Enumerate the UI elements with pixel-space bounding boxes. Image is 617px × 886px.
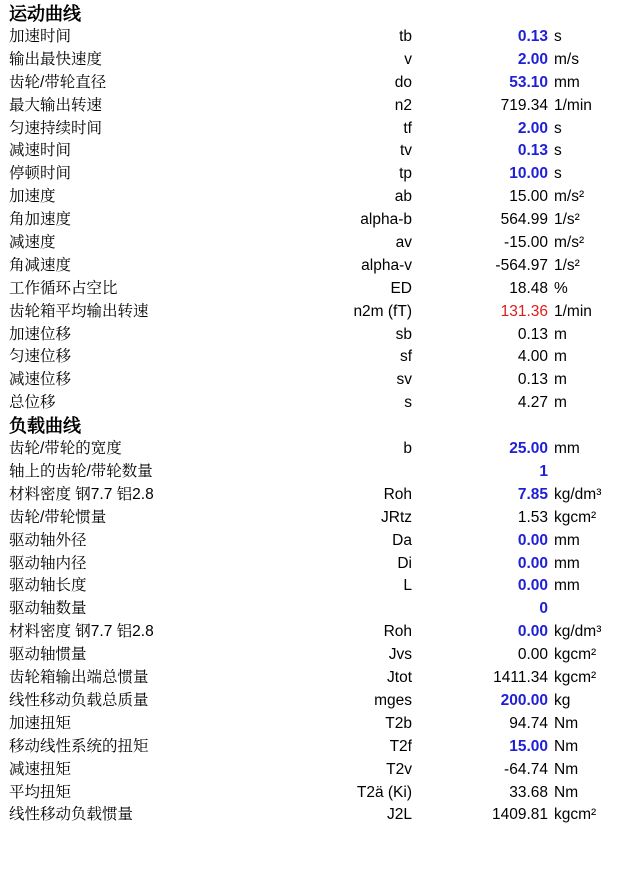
parameter-unit: kgcm² — [554, 508, 597, 526]
parameter-value: 18.48 — [509, 279, 548, 297]
parameter-label: 驱动轴内径 — [9, 554, 87, 572]
parameter-value: 0.13 — [517, 325, 548, 343]
parameter-value: 0.00 — [517, 646, 548, 664]
table-row — [0, 26, 617, 49]
parameter-value: -15.00 — [504, 234, 548, 252]
parameter-symbol: T2f — [389, 737, 412, 755]
parameter-symbol: Jtot — [387, 669, 412, 687]
parameter-symbol: alpha-v — [361, 256, 412, 274]
parameter-symbol: tf — [403, 119, 412, 137]
parameter-label: 线性移动负载惯量 — [9, 806, 134, 824]
parameter-symbol: T2ä (Ki) — [356, 783, 412, 801]
parameter-input-value[interactable]: 0.00 — [517, 623, 548, 641]
parameter-label: 匀速位移 — [9, 348, 72, 366]
parameter-input-value[interactable]: 0.00 — [517, 554, 548, 572]
parameter-label: 最大输出转速 — [9, 96, 103, 114]
parameter-unit: 1/s² — [554, 211, 580, 229]
parameter-label: 材料密度 钢7.7 铝2.8 — [9, 485, 154, 503]
table-row — [0, 530, 617, 553]
parameter-value: 15.00 — [509, 188, 548, 206]
parameter-label: 齿轮/带轮直径 — [9, 73, 107, 91]
parameter-unit: m — [554, 348, 567, 366]
table-row — [0, 644, 617, 667]
parameter-unit: 1/min — [554, 302, 592, 320]
parameter-unit: Nm — [554, 783, 579, 801]
parameter-unit: s — [554, 28, 562, 45]
parameter-input-value[interactable]: 7.85 — [517, 485, 548, 503]
parameter-input-value[interactable]: 0.00 — [517, 577, 548, 595]
parameter-symbol: tb — [399, 28, 412, 45]
parameter-unit: m — [554, 371, 567, 389]
parameter-unit: mm — [554, 577, 580, 595]
parameter-value: 4.00 — [517, 348, 548, 366]
parameter-label: 匀速持续时间 — [9, 119, 103, 137]
parameter-unit: mm — [554, 440, 580, 458]
table-row — [0, 575, 617, 598]
table-row — [0, 95, 617, 118]
load-section-title: 负载曲线 — [9, 416, 81, 437]
parameter-label: 角减速度 — [9, 256, 72, 274]
parameter-unit: mm — [554, 554, 580, 572]
parameter-symbol: J2L — [387, 806, 412, 824]
parameter-input-value[interactable]: 2.00 — [517, 50, 548, 68]
parameter-label: 总位移 — [9, 394, 56, 412]
table-row — [0, 553, 617, 576]
parameter-label: 输出最快速度 — [9, 50, 103, 68]
parameter-unit: kgcm² — [554, 646, 597, 664]
parameter-value: 719.34 — [500, 96, 548, 114]
table-row — [0, 804, 617, 827]
parameter-unit: Nm — [554, 714, 579, 732]
table-row — [0, 621, 617, 644]
parameter-label: 齿轮/带轮的宽度 — [9, 440, 122, 458]
parameter-unit: s — [554, 119, 562, 137]
table-row — [0, 667, 617, 690]
motion-section-title: 运动曲线 — [9, 4, 81, 24]
parameter-unit: % — [554, 279, 568, 297]
table-row — [0, 713, 617, 736]
table-row — [0, 232, 617, 255]
parameter-label: 驱动轴数量 — [9, 600, 87, 618]
parameter-unit: m/s² — [554, 234, 585, 252]
parameter-symbol: T2v — [386, 760, 412, 778]
parameter-input-value[interactable]: 0.13 — [517, 28, 548, 45]
parameter-symbol: n2 — [394, 96, 412, 114]
parameter-label: 减速度 — [9, 234, 56, 252]
parameter-label: 角加速度 — [9, 211, 72, 229]
parameter-unit: kgcm² — [554, 806, 597, 824]
parameter-label: 加速时间 — [9, 28, 72, 45]
parameter-input-value[interactable]: 200.00 — [500, 691, 548, 709]
parameter-unit: Nm — [554, 737, 579, 755]
parameter-label: 齿轮箱输出端总惯量 — [9, 669, 149, 687]
parameter-symbol: v — [404, 50, 412, 68]
parameter-unit: s — [554, 142, 562, 160]
parameter-label: 线性移动负载总质量 — [9, 691, 149, 709]
table-row — [0, 782, 617, 805]
parameter-symbol: do — [394, 73, 412, 91]
parameter-unit: kgcm² — [554, 669, 597, 687]
parameter-label: 加速位移 — [9, 325, 72, 343]
parameter-value: 131.36 — [500, 302, 548, 320]
parameter-symbol: b — [403, 440, 412, 458]
parameter-value: 564.99 — [500, 211, 548, 229]
parameter-unit: mm — [554, 531, 580, 549]
parameter-unit: 1/min — [554, 96, 592, 114]
parameter-label: 轴上的齿轮/带轮数量 — [9, 463, 153, 481]
parameter-label: 减速位移 — [9, 371, 72, 389]
parameter-input-value[interactable]: 1 — [539, 463, 548, 481]
table-row — [0, 369, 617, 392]
table-row — [0, 255, 617, 278]
table-row — [0, 209, 617, 232]
parameter-label: 平均扭矩 — [9, 783, 72, 801]
table-row — [0, 324, 617, 347]
table-row — [0, 49, 617, 72]
parameter-symbol: tv — [399, 142, 412, 160]
parameter-label: 移动线性系统的扭矩 — [9, 737, 149, 755]
parameter-unit: mm — [554, 73, 580, 91]
parameter-input-value[interactable]: 0.00 — [517, 531, 548, 549]
table-row — [0, 736, 617, 759]
table-row — [0, 72, 617, 95]
table-row — [0, 690, 617, 713]
parameter-label: 加速度 — [9, 188, 56, 206]
parameter-symbol: sv — [396, 371, 412, 389]
parameter-value: 4.27 — [517, 394, 548, 412]
parameter-label: 减速时间 — [9, 142, 72, 160]
parameter-symbol: sb — [395, 325, 412, 343]
parameter-label: 驱动轴长度 — [9, 577, 87, 595]
parameter-symbol: alpha-b — [360, 211, 412, 229]
parameter-unit: kg/dm³ — [554, 623, 602, 641]
table-row — [0, 163, 617, 186]
parameter-unit: m — [554, 394, 567, 412]
parameter-unit: s — [554, 165, 562, 183]
parameter-label: 驱动轴外径 — [9, 531, 87, 549]
parameter-symbol: mges — [374, 691, 412, 709]
parameter-symbol: Roh — [383, 623, 412, 641]
parameter-value: 33.68 — [509, 783, 548, 801]
parameter-value: -564.97 — [495, 256, 548, 274]
parameter-input-value[interactable]: 53.10 — [509, 73, 548, 91]
parameter-label: 加速扭矩 — [9, 714, 72, 732]
parameter-symbol: Di — [397, 554, 412, 572]
parameter-value: 1409.81 — [491, 806, 548, 824]
parameter-label: 工作循环占空比 — [9, 279, 118, 297]
parameter-unit: kg/dm³ — [554, 485, 602, 503]
parameter-unit: m/s² — [554, 188, 585, 206]
parameter-value: 1411.34 — [493, 669, 548, 687]
load-section — [0, 438, 617, 827]
parameter-value: 94.74 — [509, 714, 548, 732]
parameter-symbol: n2m (fT) — [353, 302, 412, 320]
calculation-sheet — [0, 3, 617, 827]
parameter-symbol: T2b — [385, 714, 412, 732]
table-row — [0, 438, 617, 461]
parameter-symbol: sf — [399, 348, 412, 366]
parameter-unit: Nm — [554, 760, 579, 778]
parameter-label: 材料密度 钢7.7 铝2.8 — [9, 623, 154, 641]
motion-section — [0, 26, 617, 415]
table-row — [0, 346, 617, 369]
parameter-value: -64.74 — [504, 760, 548, 778]
parameter-symbol: JRtz — [381, 508, 412, 526]
parameter-symbol: Roh — [383, 485, 412, 503]
parameter-label: 齿轮箱平均输出转速 — [9, 302, 149, 320]
parameter-input-value[interactable]: 15.00 — [509, 737, 548, 755]
parameter-input-value[interactable]: 0.13 — [517, 142, 548, 160]
table-row — [0, 759, 617, 782]
table-row — [0, 278, 617, 301]
parameter-value: 1.53 — [517, 508, 548, 526]
table-row — [0, 140, 617, 163]
parameter-symbol: ED — [390, 279, 412, 297]
table-row — [0, 598, 617, 621]
parameter-unit: kg — [554, 691, 571, 709]
parameter-value: 0.13 — [517, 371, 548, 389]
parameter-label: 停顿时间 — [9, 165, 72, 183]
parameter-symbol: ab — [394, 188, 412, 206]
parameter-symbol: s — [404, 394, 412, 412]
table-row — [0, 118, 617, 141]
parameter-symbol: tp — [399, 165, 412, 183]
parameter-input-value[interactable]: 10.00 — [509, 165, 548, 183]
table-row — [0, 392, 617, 415]
parameter-label: 齿轮/带轮惯量 — [9, 508, 107, 526]
parameter-unit: m — [554, 325, 567, 343]
table-row — [0, 484, 617, 507]
parameter-input-value[interactable]: 2.00 — [517, 119, 548, 137]
table-row — [0, 301, 617, 324]
parameter-symbol: Da — [392, 531, 412, 549]
parameter-input-value[interactable]: 0 — [539, 600, 548, 618]
parameter-label: 减速扭矩 — [9, 760, 72, 778]
parameter-label: 驱动轴惯量 — [9, 646, 87, 664]
parameter-symbol: L — [403, 577, 412, 595]
parameter-input-value[interactable]: 25.00 — [509, 440, 548, 458]
table-row — [0, 186, 617, 209]
parameter-symbol: av — [395, 234, 412, 252]
parameter-symbol: Jvs — [388, 646, 412, 664]
parameter-unit: 1/s² — [554, 256, 580, 274]
table-row — [0, 461, 617, 484]
parameter-unit: m/s — [554, 50, 579, 68]
table-row — [0, 507, 617, 530]
